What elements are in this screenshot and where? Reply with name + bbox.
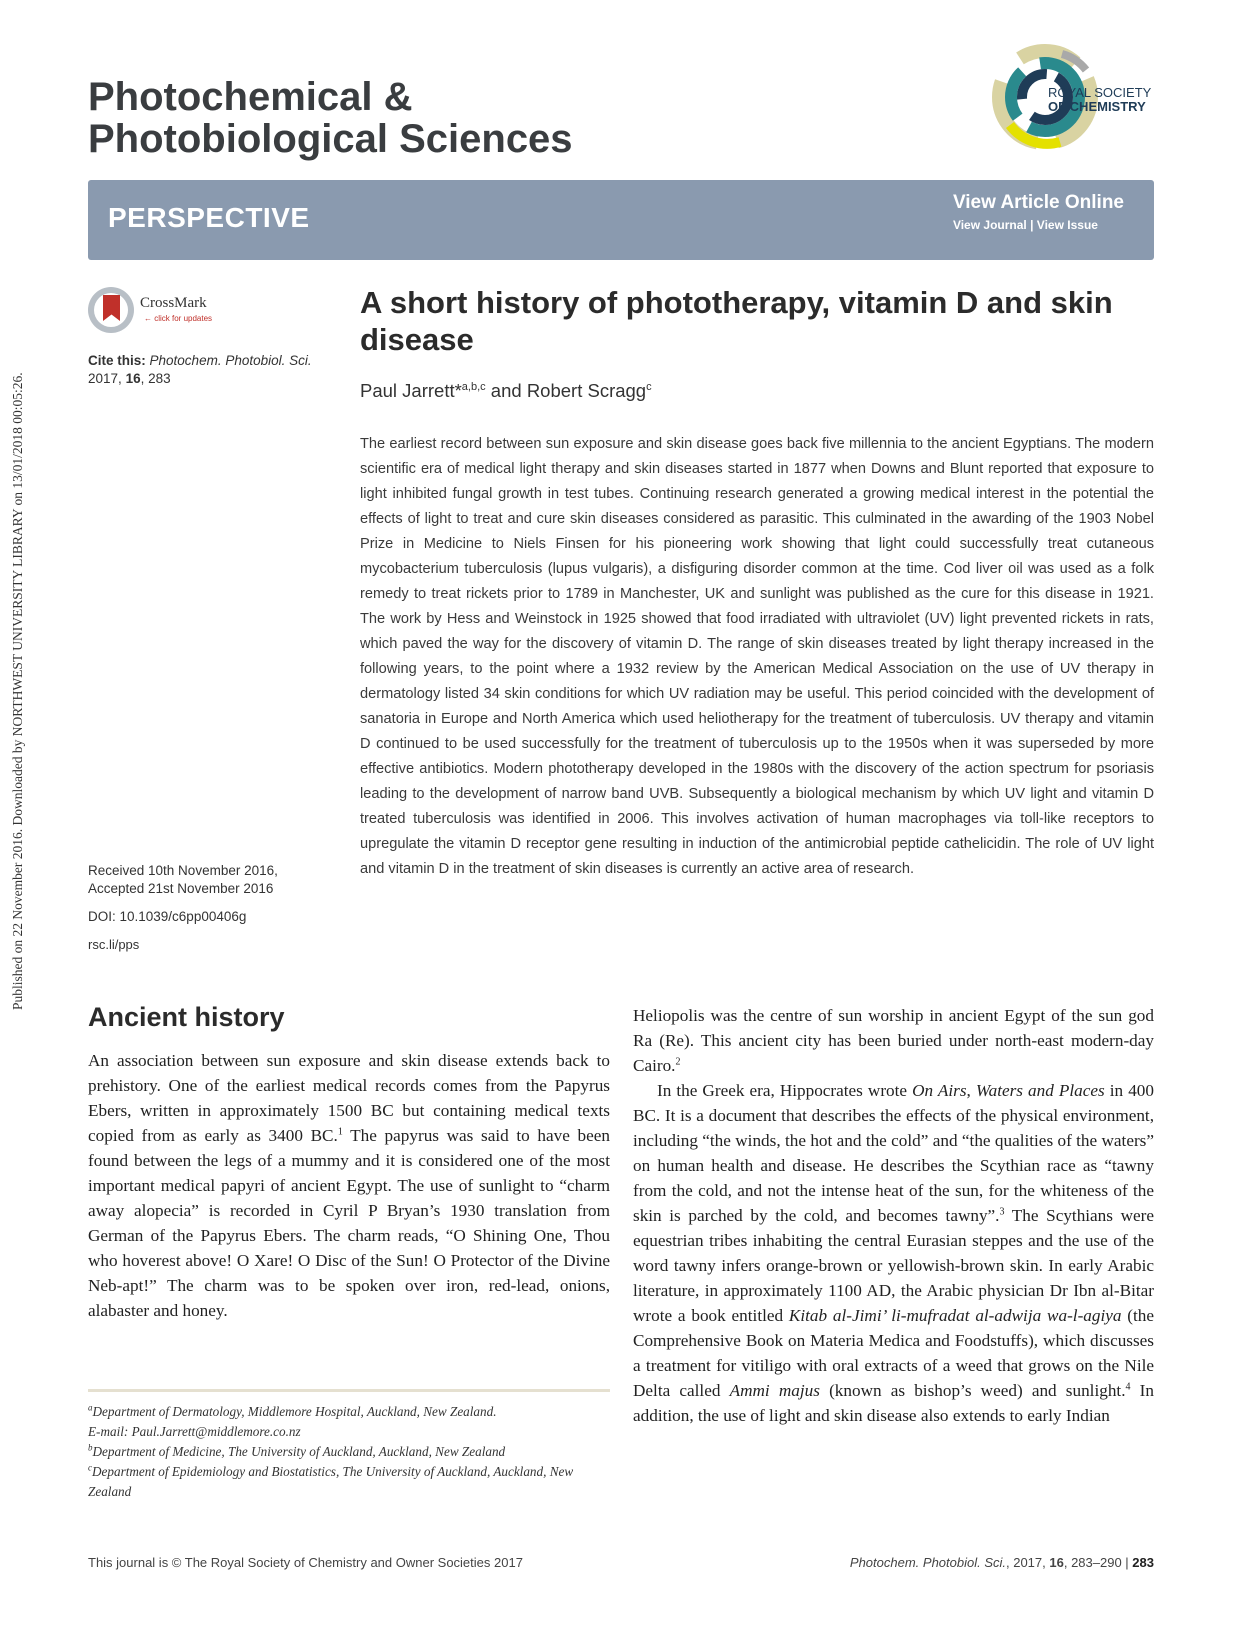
footnote-b: $^b$Department of Medicine, The University of Auckland, Auckland, New Zealand [88, 1442, 506, 1459]
rsc-wordmark [1048, 86, 1151, 114]
rsc-name-line2: OF CHEMISTRY [1048, 99, 1146, 114]
reference-3[interactable]: 3 [999, 1206, 1005, 1218]
page-footer: Photochem. Photobiol. Sci., 2017, 16, 283–290 | 283 [849, 1555, 1154, 1570]
view-links [953, 192, 1124, 232]
footnote-divider [88, 1389, 610, 1392]
paragraph-1: An association between sun exposure and skin disease extends back to prehistory. One of the earliest medical records comes from the Papyrus Ebers, written in approximately 1500 BC but containing medical texts copied from as early as 3400 BC.$^1$ The papyrus was said to have been found between the legs of a mummy and it is considered one of the most important medical papyri of ancient Egypt. The use of sunlight to “charm away alopecia” is recorded in Cyril P Bryan’s 1930 translation from German of the Papyrus Ebers. The charm reads, “O Shining One, Thou who hoverest above! O Xare! O Disc of the Sun! O Protector of the Divine Neb-apt!” The charm was to be spoken over iron, red-lead, onions, alabaster and honey. [88, 1051, 610, 1320]
section-heading: Ancient history [88, 1002, 285, 1032]
author-2[interactable]: Robert Scragg [526, 380, 647, 401]
cite-journal: Photochem. Photobiol. Sci. [149, 353, 312, 368]
article-type-label: PERSPECTIVE [108, 202, 310, 233]
journal-title[interactable] [88, 76, 573, 160]
crossmark-icon [88, 287, 134, 333]
author-list [360, 380, 652, 402]
copyright-footer: This journal is © The Royal Society of Chemistry and Owner Societies 2017 [88, 1555, 523, 1570]
reference-4[interactable]: 4 [1125, 1381, 1131, 1393]
paragraph-3: In the Greek era, Hippocrates wrote On Airs, Waters and Places in 400 BC. It is a document that describes the effects of the physical environment, including “the winds, the hot and the cold” and “the qualities of the waters” on human health and disease. He describes the Scythian race as “tawny from the cold, and not the intense heat of the sun, for the whiteness of the skin is parched by the cold, and becomes tawny”.$^3$ The Scythians were equestrian tribes inhabiting the central Eurasian steppes and the use of the word tawny infers orange-brown or yellowish-brown skin. In early Arabic literature, in approximately 1100 AD, the Arabic physician Dr Ibn al-Bitar wrote a book entitled Kitab al-Jimi’ li-mufradat al-adwija wa-l-agiya (the Comprehensive Book on Materia Medica and Foodstuffs), which discusses a treatment for vitiligo with oral extracts of a weed that grows on the Nile Delta called Ammi majus (known as bishop’s weed) and sunlight.$^4$ In addition, the use of light and skin disease also extends to early Indian [633, 1081, 1155, 1425]
cite-page: , 283 [140, 371, 171, 386]
author-conjunction: and [485, 380, 527, 401]
article-type-banner [88, 180, 1154, 260]
crossmark-label: CrossMark [140, 295, 207, 311]
article-dates [88, 862, 348, 954]
crossmark-badge[interactable] [88, 287, 228, 337]
author-email[interactable]: E-mail: Paul.Jarrett@middlemore.co.nz [88, 1424, 301, 1439]
cite-volume: 16 [125, 371, 141, 386]
cite-year: 2017, [88, 371, 122, 386]
footnote-a: $^a$Department of Dermatology, Middlemore Hospital, Auckland, New Zealand. [88, 1402, 497, 1419]
journal-title-line1: Photochemical & [88, 75, 413, 119]
article-title: A short history of phototherapy, vitamin D and skin disease [360, 285, 1113, 357]
author-2-affiliation: c [646, 380, 652, 393]
download-stamp: Published on 22 November 2016. Downloaded by NORTHWEST UNIVERSITY LIBRARY on 13/01/2018 00:05:26. [10, 372, 25, 1010]
cite-label: Cite this: [88, 353, 146, 368]
author-1[interactable]: Paul Jarrett* [360, 380, 462, 401]
reference-1[interactable]: 1 [337, 1126, 343, 1138]
link-separator: | [1030, 218, 1034, 232]
journal-title-line2: Photobiological Sciences [88, 117, 573, 161]
body-column-right [633, 1003, 1154, 1428]
affiliation-footnotes [88, 1402, 610, 1502]
citation [88, 352, 348, 388]
short-link[interactable]: rsc.li/pps [88, 937, 140, 952]
page-number: 283 [1132, 1555, 1154, 1570]
view-journal-link[interactable]: View Journal [952, 218, 1027, 232]
view-article-online-link[interactable]: View Article Online [952, 192, 1124, 213]
accepted-date: Accepted 21st November 2016 [88, 881, 274, 896]
author-1-affiliation: a,b,c [461, 380, 486, 393]
doi[interactable]: DOI: 10.1039/c6pp00406g [88, 909, 247, 924]
body-column-left [88, 1000, 610, 1323]
reference-2[interactable]: 2 [675, 1056, 681, 1068]
paragraph-2: Heliopolis was the centre of sun worship in ancient Egypt of the sun god Ra (Re). This ancient city has been buried under north-east modern-day Cairo.$^2$ [633, 1006, 1154, 1075]
footnote-c: $^c$Department of Epidemiology and Biostatistics, The University of Auckland, Auckland, New Zealand [88, 1462, 574, 1499]
view-issue-link[interactable]: View Issue [1036, 218, 1098, 232]
abstract: The earliest record between sun exposure and skin disease goes back five millennia to the ancient Egyptians. The modern scientific era of medical light therapy and skin diseases started in 1877 when Downs and Blunt reported that exposure to light inhibited fungal growth in test tubes. Continuing research generated a growing medical interest in the potential the effects of light to treat and cure skin diseases considered as parasitic. This culminated in the awarding of the 1903 Nobel Prize in Medicine to Niels Finsen for his pioneering work showing that light could successfully treat cutaneous mycobacterium tuberculosis (lupus vulgaris), a disfiguring disorder common at the time. Cod liver oil was used as a folk remedy to treat rickets prior to 1789 in Manchester, UK and sunlight was published as the cure for this disease in 1921. The work by Hess and Weinstock in 1925 showed that food irradiated with ultraviolet (UV) light prevented rickets in rats, which paved the way for the discovery of vitamin D. The range of skin diseases treated by light therapy increased in the following years, to the point where a 1932 review by the American Medical Association on the use of UV therapy in dermatology listed 34 skin conditions for which UV radiation may be useful. This period coincided with the development of sanatoria in Europe and North America which used heliotherapy for the treatment of tuberculosis. UV therapy and vitamin D continued to be used successfully for the treatment of tuberculosis up to the 1950s when it was superseded by more effective antibiotics. Modern phototherapy developed in the 1980s with the discovery of the action spectrum for psoriasis leading to the development of narrow band UVB. Subsequently a biological mechanism by which UV light and vitamin D treated tuberculosis was identified in 2006. This involves activation of human macrophages via toll-like receptors to upregulate the vitamin D receptor gene resulting in induction of the antimicrobial peptide cathelicidin. The role of UV light and vitamin D in the treatment of skin diseases is currently an active area of research. [360, 436, 1154, 877]
received-date: Received 10th November 2016, [88, 863, 278, 878]
crossmark-sub: ← click for updates [144, 314, 213, 323]
rsc-name-line1: ROYAL SOCIETY [1048, 85, 1152, 100]
